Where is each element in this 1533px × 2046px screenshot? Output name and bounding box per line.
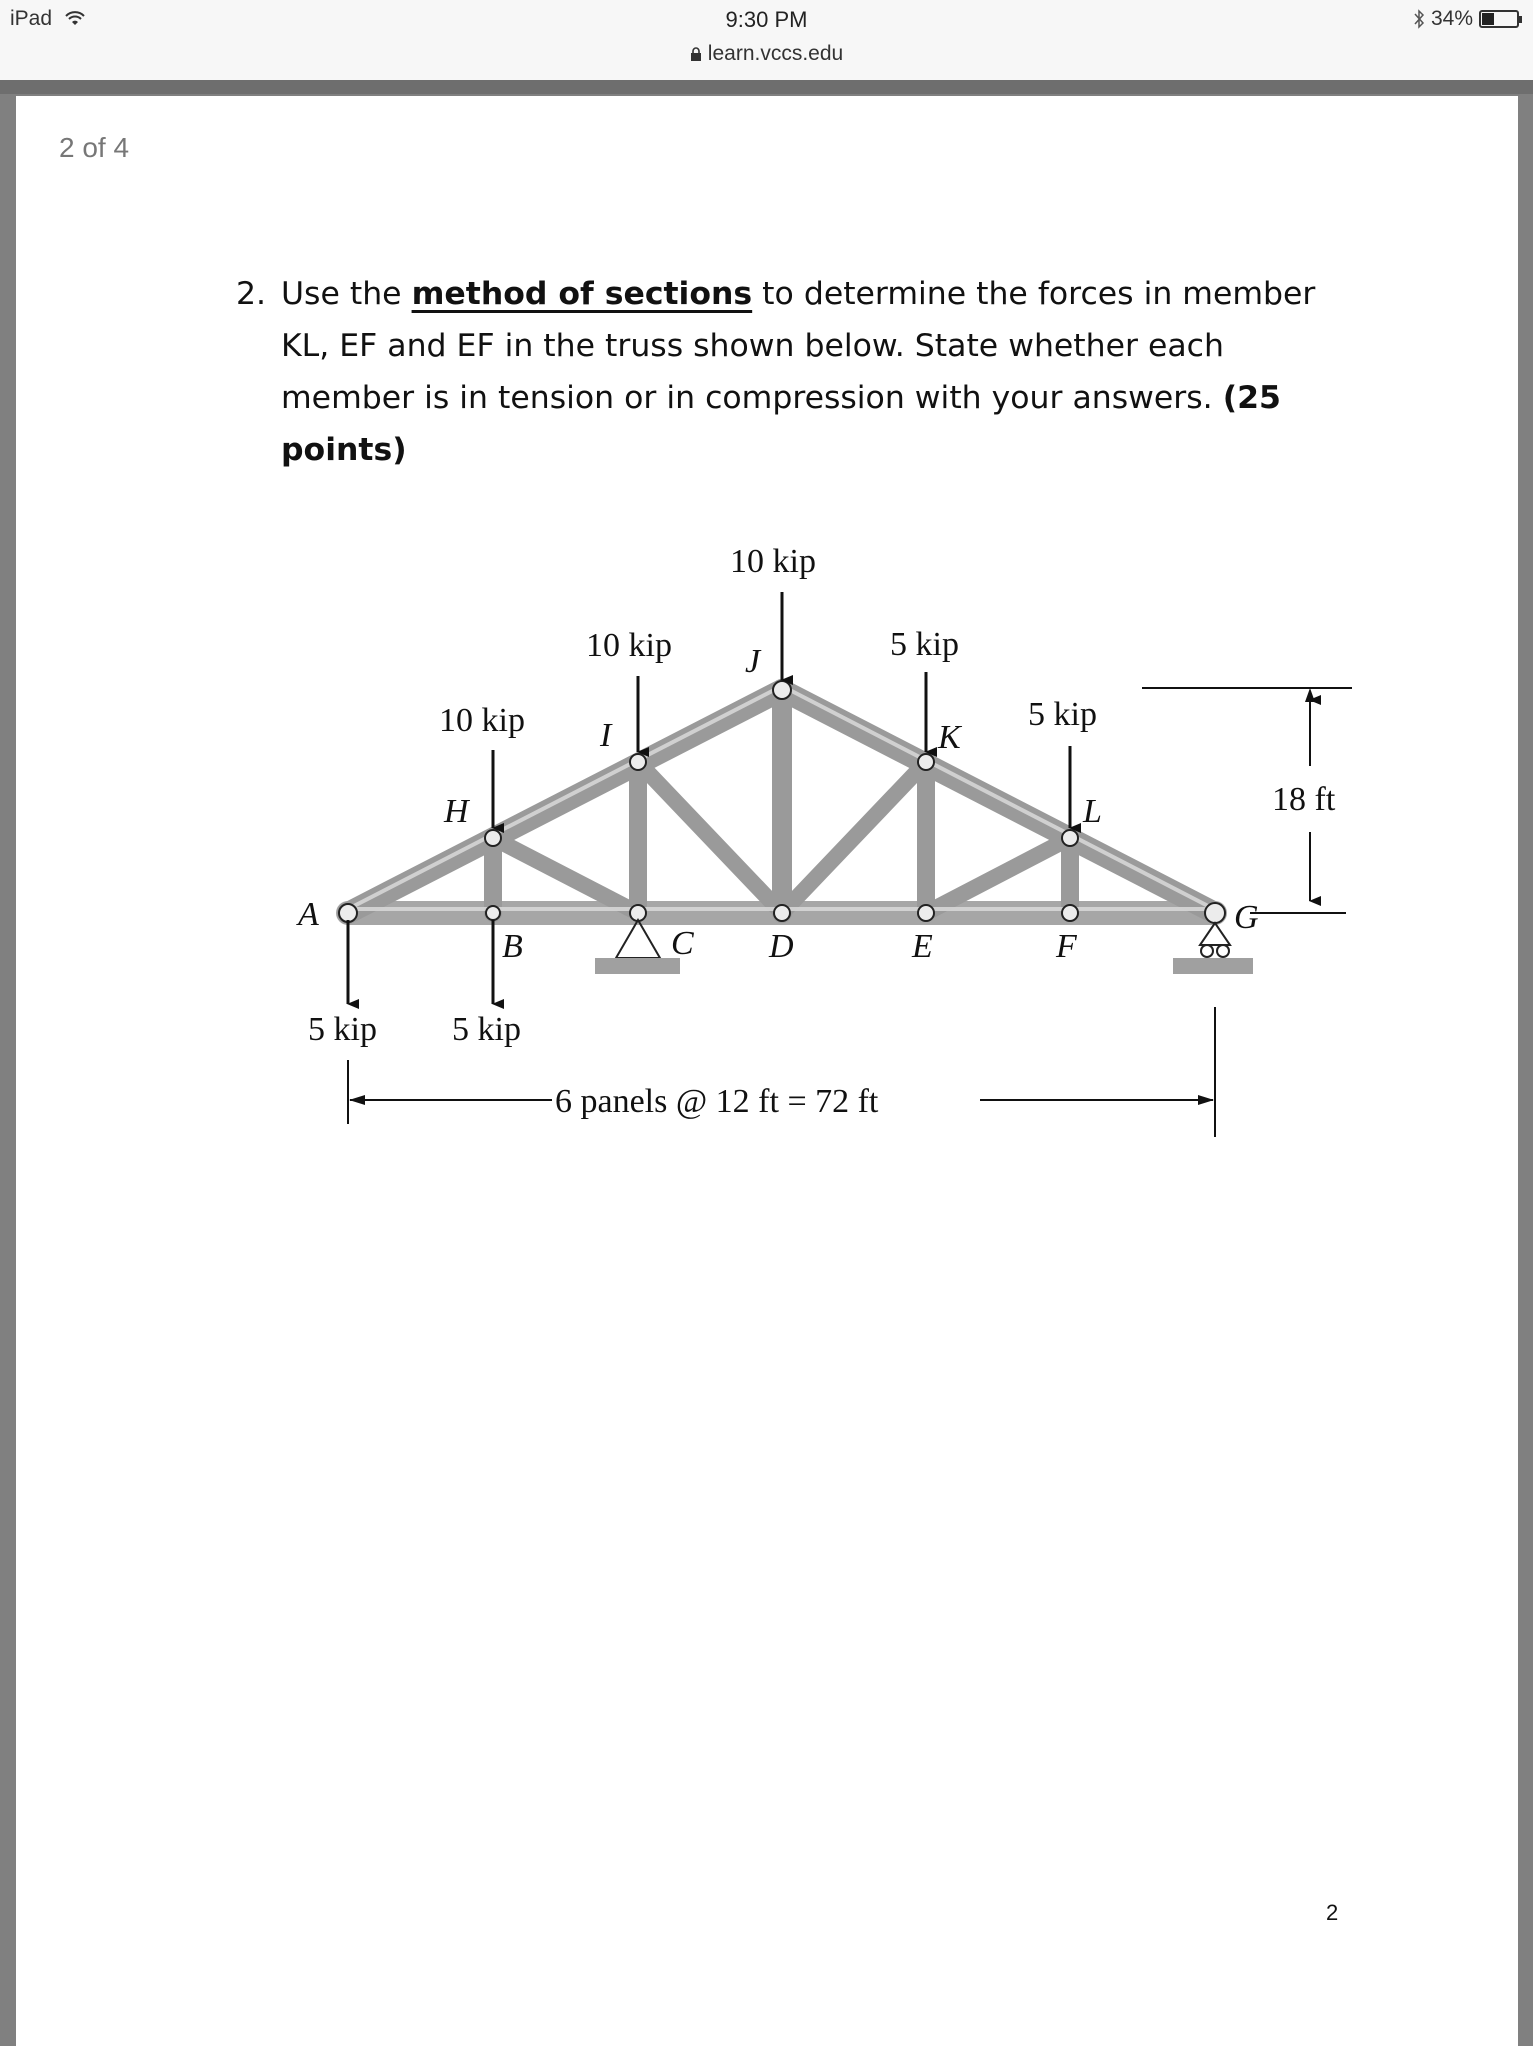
node-H: H	[444, 793, 469, 830]
lock-icon	[690, 47, 702, 61]
node-K: K	[938, 719, 961, 756]
joint-H	[485, 830, 501, 846]
node-B: B	[502, 928, 523, 965]
device-name: iPad	[10, 7, 53, 30]
load-L-label: 5 kip	[1028, 696, 1097, 733]
load-I-label: 10 kip	[586, 627, 672, 664]
bluetooth-icon	[1413, 9, 1425, 29]
question-points: (25 points)	[281, 380, 1281, 468]
node-G: G	[1234, 899, 1259, 936]
joint-I	[630, 754, 646, 770]
status-bar	[0, 0, 1533, 82]
question-text	[236, 268, 1366, 476]
load-A-label: 5 kip	[308, 1011, 377, 1048]
joint-G	[1205, 903, 1225, 923]
joint-B	[486, 906, 500, 920]
node-F: F	[1056, 928, 1077, 965]
toolbar-divider	[0, 80, 1533, 94]
joint-K	[918, 754, 934, 770]
question-body: to determine the forces in member KL, EF and EF in the truss shown below. State whether each member is in tension or in compression with your answers.	[281, 276, 1316, 416]
node-I: I	[600, 717, 612, 754]
member-ID	[638, 762, 782, 913]
clock: 9:30 PM	[725, 7, 808, 32]
load-K-label: 5 kip	[890, 626, 959, 663]
joint-J	[773, 681, 791, 699]
pin-support-C	[595, 920, 680, 974]
span-label: 6 panels @ 12 ft = 72 ft	[555, 1083, 879, 1120]
page-indicator: 2 of 4	[59, 132, 130, 163]
joint-E	[918, 905, 934, 921]
address-bar[interactable]	[0, 42, 1533, 66]
node-A: A	[298, 896, 319, 933]
member-DK	[782, 762, 926, 913]
load-J-label: 10 kip	[730, 543, 816, 580]
joint-A	[339, 904, 357, 922]
height-label: 18 ft	[1272, 781, 1336, 818]
question-number: 2.	[236, 276, 267, 312]
question-lead: Use the	[281, 276, 412, 312]
node-C: C	[671, 925, 694, 962]
page-number: 2	[1326, 1900, 1339, 1925]
joint-D	[774, 905, 790, 921]
node-L: L	[1083, 793, 1102, 830]
load-H-label: 10 kip	[439, 702, 525, 739]
battery-icon	[1479, 10, 1519, 28]
node-J: J	[745, 643, 761, 680]
truss-diagram	[280, 520, 1380, 1140]
node-D: D	[769, 928, 794, 965]
truss-figure	[280, 520, 1380, 1140]
question-emphasis: method of sections	[411, 276, 753, 312]
url-text: learn.vccs.edu	[707, 42, 844, 65]
battery-percent: 34%	[1430, 7, 1473, 30]
battery-status	[1413, 7, 1519, 31]
node-E: E	[912, 928, 933, 965]
joint-F	[1062, 905, 1078, 921]
joint-L	[1062, 830, 1078, 846]
load-B-label: 5 kip	[452, 1011, 521, 1048]
